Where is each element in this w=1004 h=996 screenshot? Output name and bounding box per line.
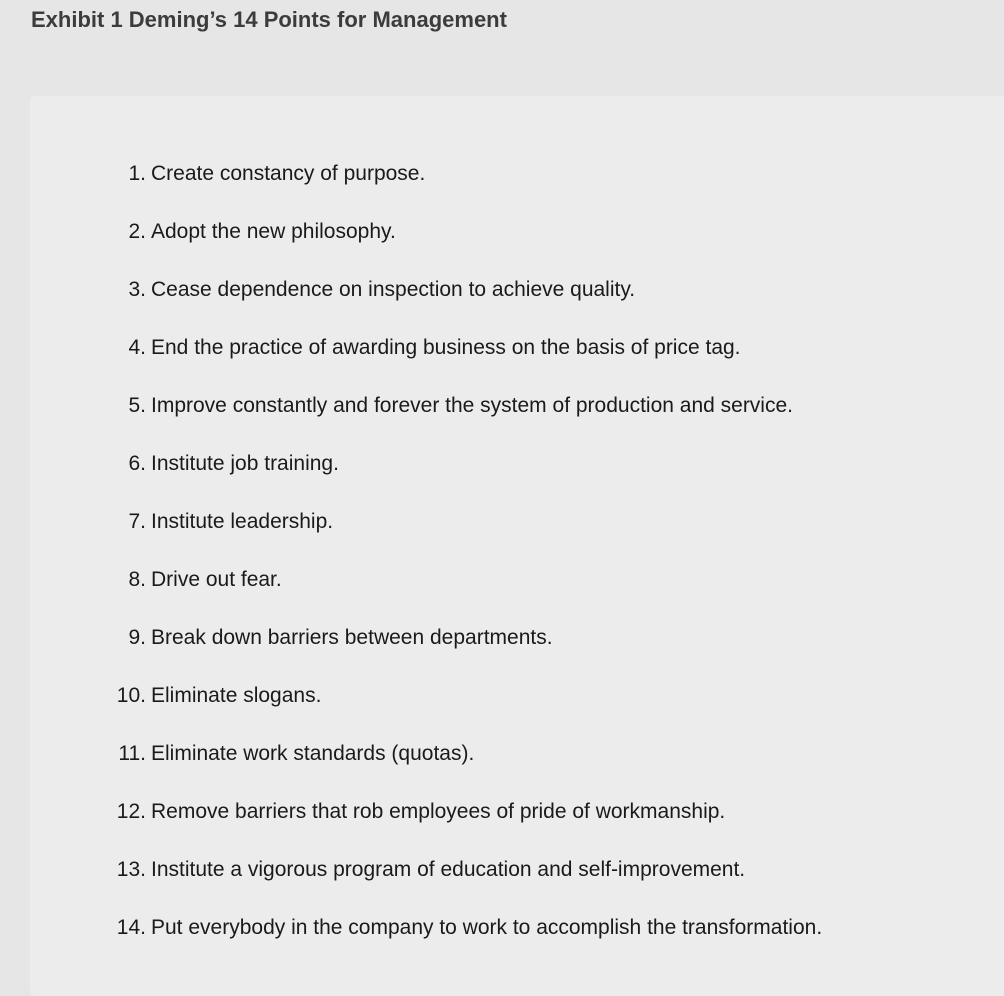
item-text: Put everybody in the company to work to accomplish the transformation. bbox=[151, 916, 823, 939]
item-number: 12. bbox=[116, 800, 146, 823]
item-number: 9. bbox=[128, 626, 146, 649]
item-text: Adopt the new philosophy. bbox=[151, 220, 396, 243]
item-number: 13. bbox=[116, 858, 146, 881]
item-text: Eliminate slogans. bbox=[151, 684, 322, 707]
item-text: Institute job training. bbox=[151, 452, 339, 475]
item-text: Eliminate work standards (quotas). bbox=[151, 742, 475, 765]
item-text: Institute a vigorous program of education and self-improvement. bbox=[151, 858, 746, 881]
item-text: Institute leadership. bbox=[151, 510, 334, 533]
item-number: 11. bbox=[118, 742, 146, 765]
item-text: Create constancy of purpose. bbox=[151, 162, 426, 185]
item-number: 14. bbox=[116, 916, 146, 939]
item-text: Improve constantly and forever the system of production and service. bbox=[151, 394, 793, 417]
item-number: 1. bbox=[128, 162, 146, 185]
item-text: Break down barriers between departments. bbox=[151, 626, 553, 649]
item-number: 5. bbox=[128, 394, 146, 417]
item-text: End the practice of awarding business on the basis of price tag. bbox=[151, 336, 741, 359]
item-text: Cease dependence on inspection to achieve quality. bbox=[151, 278, 636, 301]
item-number: 10. bbox=[116, 684, 146, 707]
item-number: 4. bbox=[128, 336, 146, 359]
item-number: 3. bbox=[128, 278, 146, 301]
item-text: Drive out fear. bbox=[151, 568, 282, 591]
item-number: 8. bbox=[128, 568, 146, 591]
item-text: Remove barriers that rob employees of pride of workmanship. bbox=[151, 800, 726, 823]
item-number: 2. bbox=[128, 220, 146, 243]
item-number: 6. bbox=[128, 452, 146, 475]
content-panel bbox=[30, 96, 1004, 996]
item-number: 7. bbox=[128, 510, 146, 533]
exhibit-title: Exhibit 1 Deming’s 14 Points for Management bbox=[31, 7, 507, 32]
